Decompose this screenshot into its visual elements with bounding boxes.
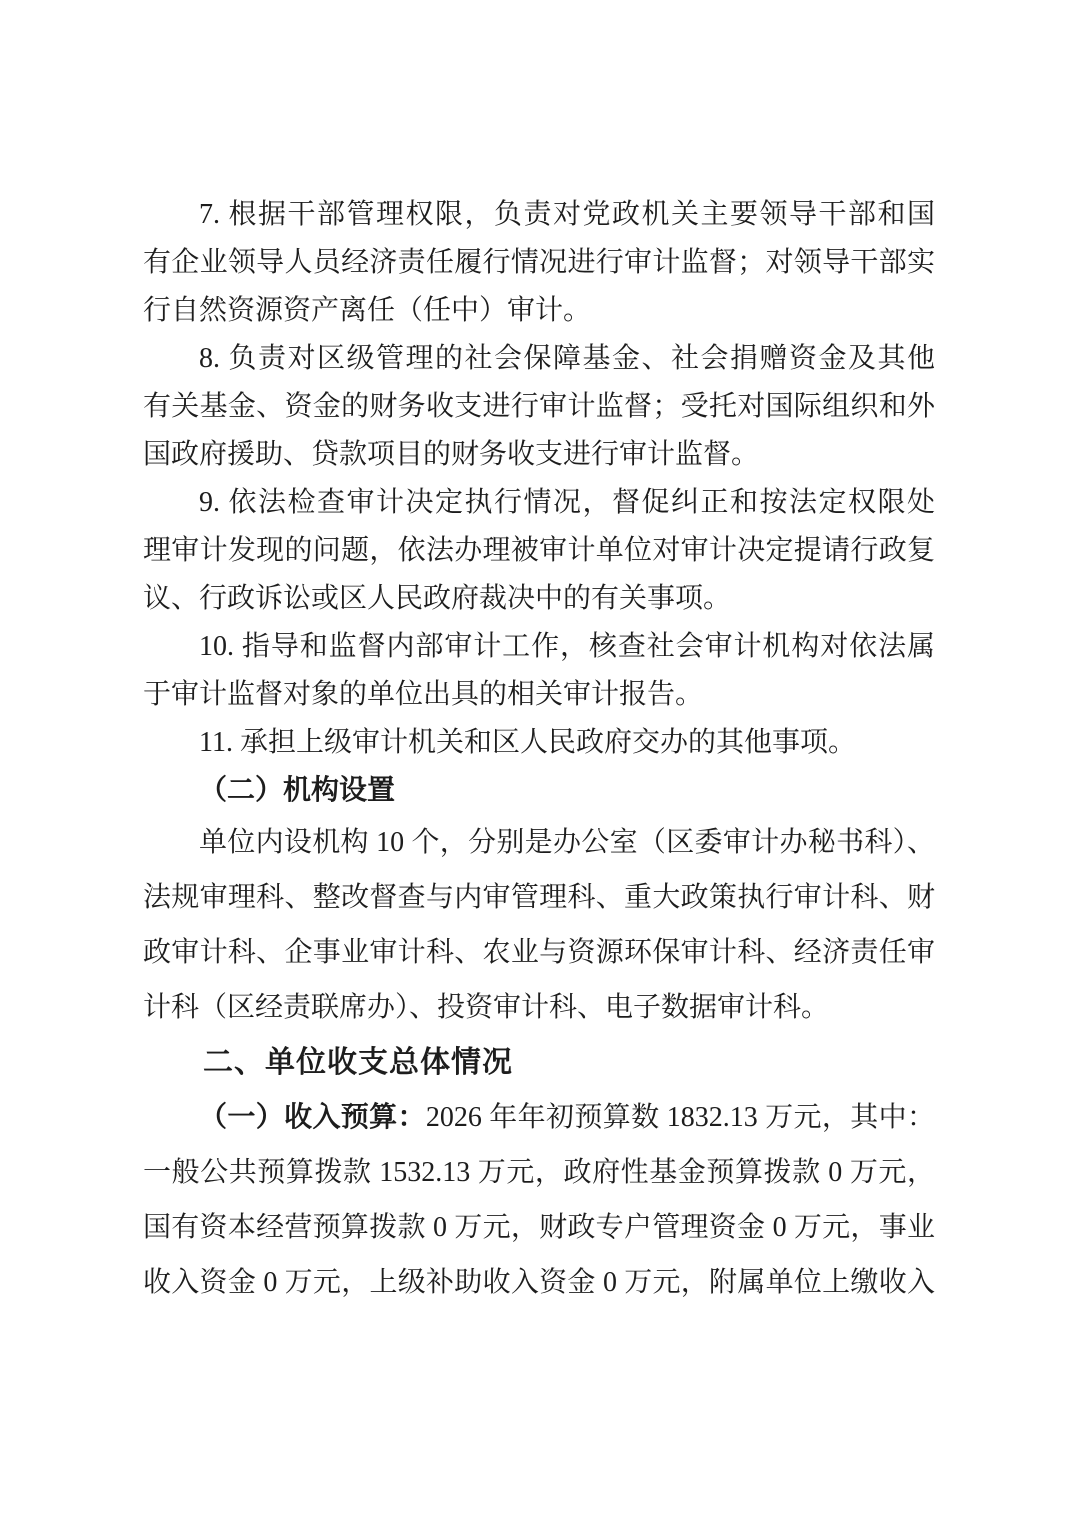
org-setup-line: 法规审理科、整改督查与内审管理科、重大政策执行审计科、财 <box>143 882 935 913</box>
heading-org-setup: （二）机构设置 <box>199 775 396 806</box>
income-budget-text: 2026 年年初预算数 1832.13 万元，其中： <box>425 1102 935 1133</box>
document-body <box>143 191 935 1310</box>
duty-item-9-line: 理审计发现的问题，依法办理被审计单位对审计决定提请行政复 <box>143 535 935 566</box>
duty-item-10-line: 于审计监督对象的单位出具的相关审计报告。 <box>143 679 704 710</box>
org-setup-line: 政审计科、企事业审计科、农业与资源环保审计科、经济责任审 <box>143 937 935 968</box>
income-budget-line: 收入资金 0 万元，上级补助收入资金 0 万元，附属单位上缴收入 <box>143 1267 935 1298</box>
duty-item-8-line: 8. 负责对区级管理的社会保障基金、社会捐赠资金及其他 <box>199 343 935 374</box>
income-budget-line: 一般公共预算拨款 1532.13 万元，政府性基金预算拨款 0 万元， <box>143 1157 935 1188</box>
duty-item-7-line: 行自然资源资产离任（任中）审计。 <box>143 295 592 326</box>
duty-item-11-line: 11. 承担上级审计机关和区人民政府交办的其他事项。 <box>199 727 856 758</box>
heading-budget-overview: 二、单位收支总体情况 <box>203 1046 513 1079</box>
income-budget-lead: （一）收入预算： <box>199 1102 426 1133</box>
income-budget-line <box>143 1090 935 1145</box>
duty-item-8-line: 有关基金、资金的财务收支进行审计监督；受托对国际组织和外 <box>143 391 935 422</box>
duty-item-8-line: 国政府援助、贷款项目的财务收支进行审计监督。 <box>143 439 760 470</box>
duty-item-9-line: 议、行政诉讼或区人民政府裁决中的有关事项。 <box>143 583 732 614</box>
duty-item-7-line: 7. 根据干部管理权限，负责对党政机关主要领导干部和国 <box>199 199 935 230</box>
duty-item-7-line: 有企业领导人员经济责任履行情况进行审计监督；对领导干部实 <box>143 247 935 278</box>
income-budget-line: 国有资本经营预算拨款 0 万元，财政专户管理资金 0 万元，事业 <box>143 1212 935 1243</box>
org-setup-line: 单位内设机构 10 个，分别是办公室（区委审计办秘书科）、 <box>199 827 935 858</box>
duty-item-9-line: 9. 依法检查审计决定执行情况，督促纠正和按法定权限处 <box>199 487 935 518</box>
duty-item-10-line: 10. 指导和监督内部审计工作，核查社会审计机构对依法属 <box>199 631 935 662</box>
org-setup-line: 计科（区经责联席办）、投资审计科、电子数据审计科。 <box>143 992 830 1023</box>
